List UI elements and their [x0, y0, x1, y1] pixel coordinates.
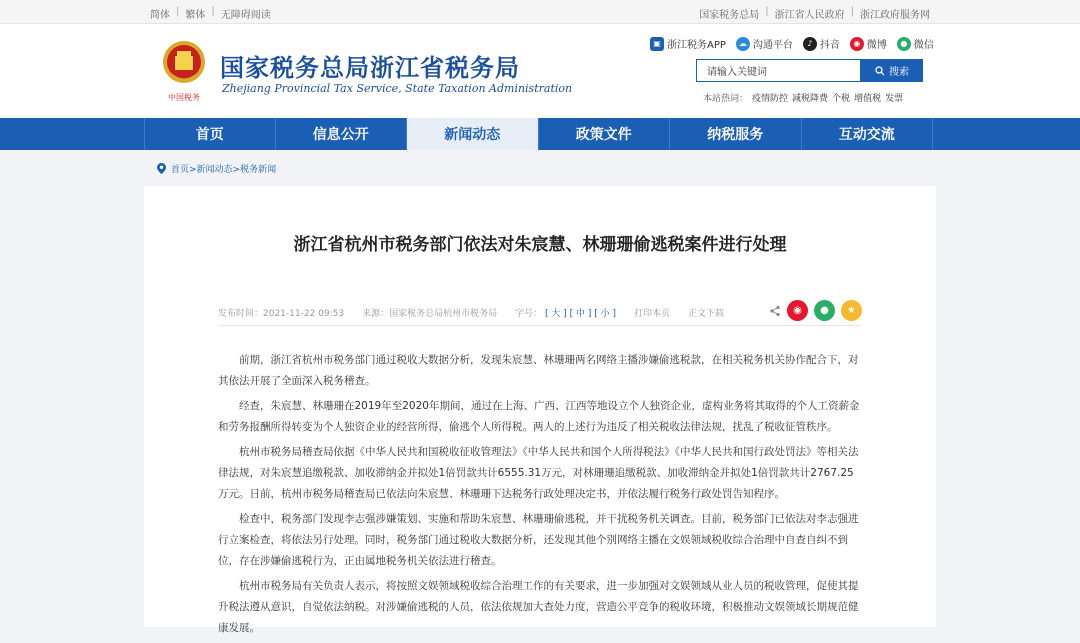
app-link-label: 浙江税务APP: [667, 40, 726, 51]
top-utility-bar: [0, 0, 1080, 24]
site-title[interactable]: 国家税务总局浙江省税务局: [220, 54, 520, 82]
font-size-label: 字号：: [515, 309, 543, 319]
article-meta: [218, 300, 862, 326]
search-button-label: 搜索: [889, 67, 909, 78]
article-panel: [144, 186, 936, 634]
font-size-control: [515, 306, 616, 319]
weibo-icon: ◉: [850, 37, 864, 51]
font-size-large[interactable]: [ 大 ]: [545, 309, 567, 319]
weibo-share-icon[interactable]: ◉: [787, 300, 808, 321]
nav-tax-service[interactable]: 纳税服务: [670, 118, 802, 150]
douyin-link[interactable]: [803, 36, 840, 51]
article-paragraph: 杭州市税务局稽查局依据《中华人民共和国税收征收管理法》《中华人民共和国个人所得税法》《中华人民共和国行政处罚法》等相关法律法规，对朱宸慧追缴税款、加收滞纳金并拟处1倍罚款共计6555.31万元，对林珊珊追缴税款、加收滞纳金并拟处1倍罚款共计2767.25万元。日前，杭州市税务局稽查局已依法向朱宸慧、林珊珊下达税务行政处理决定书，并依法履行税务行政处罚告知程序。: [218, 446, 859, 500]
zhejiang-service-link[interactable]: 浙江政府服务网: [860, 10, 930, 21]
separator: |: [765, 6, 769, 17]
article-title: 浙江省杭州市税务部门依法对朱宸慧、林珊珊偷逃税案件进行处理: [293, 235, 787, 255]
search-button[interactable]: [861, 59, 923, 82]
download-link[interactable]: 正文下载: [688, 309, 725, 319]
separator: |: [176, 6, 180, 17]
accessibility-link[interactable]: 无障碍阅读: [220, 10, 271, 21]
weibo-link[interactable]: [850, 36, 887, 51]
share-icon[interactable]: [769, 305, 781, 317]
article-paragraph: 前期，浙江省杭州市税务部门通过税收大数据分析，发现朱宸慧、林珊珊两名网络主播涉嫌偷逃税款，在相关税务机关协作配合下，对其依法开展了全面深入税务稽查。: [218, 354, 859, 387]
wechat-share-icon[interactable]: ●: [814, 300, 835, 321]
cloud-icon: ☁: [736, 37, 750, 51]
traditional-chinese-link[interactable]: 繁体: [185, 10, 206, 21]
hot-word[interactable]: 疫情防控: [752, 94, 789, 104]
emblem-caption: 中国税务: [168, 93, 200, 102]
breadcrumb-path[interactable]: 首页>新闻动态>税务新闻: [171, 165, 277, 175]
article-paragraph: 杭州市税务局有关负责人表示，将按照文娱领域税收综合治理工作的有关要求，进一步加强对文娱领域从业人员的税收管理，促使其提升税法遵从意识，自觉依法纳税。对涉嫌偷逃税的人员，依法依规加大查处力度，营造公平竞争的税收环境，积极推动文娱领域长期规范健康发展。: [218, 580, 859, 634]
social-links: [650, 36, 934, 51]
print-link[interactable]: 打印本页: [634, 309, 671, 319]
tiktok-icon: ♪: [803, 37, 817, 51]
search-icon: [875, 66, 885, 76]
font-size-medium[interactable]: [ 中 ]: [569, 309, 592, 319]
platform-link-label: 沟通平台: [752, 40, 793, 51]
tax-emblem-logo[interactable]: [160, 36, 208, 106]
separator: |: [850, 6, 854, 17]
hot-words: [703, 91, 903, 104]
search-box: [696, 59, 923, 82]
zhejiang-gov-link[interactable]: 浙江省人民政府: [774, 10, 845, 21]
weibo-link-label: 微博: [866, 40, 887, 51]
nav-news[interactable]: 新闻动态: [407, 118, 539, 150]
simplified-chinese-link[interactable]: 简体: [150, 10, 170, 21]
site-title-en: Zhejiang Provincial Tax Service, State Taxation Administration: [222, 82, 573, 95]
wechat-icon: ●: [897, 37, 911, 51]
separator: |: [211, 6, 215, 17]
hot-word[interactable]: 增值税: [854, 94, 882, 104]
hot-word[interactable]: 发票: [885, 94, 904, 104]
nav-home[interactable]: 首页: [144, 118, 276, 150]
nav-interaction[interactable]: 互动交流: [802, 118, 934, 150]
article-body: [218, 350, 862, 643]
search-input[interactable]: [696, 59, 861, 82]
platform-link[interactable]: [736, 36, 793, 51]
article-paragraph: 经查，朱宸慧、林珊珊在2019年至2020年期间，通过在上海、广西、江西等地设立个人独资企业，虚构业务将其取得的个人工资薪金和劳务报酬所得转变为个人独资企业的经营所得，偷逃个人所得税。两人的上述行为违反了相关税收法律法规，扰乱了税收征管秩序。: [218, 400, 860, 433]
article-paragraph: 检查中，税务部门发现李志强涉嫌策划、实施和帮助朱宸慧、林珊珊偷逃税，并干扰税务机关调查。目前，税务部门已依法对李志强进行立案检查，将依法另行处理。同时，税务部门通过税收大数据分析，还发现其他个别网络主播在文娱领域税收综合治理中自查自纠不到位，存在涉嫌偷逃税行为，正由属地税务机关依法进行稽查。: [218, 513, 859, 567]
article-source: 来源：国家税务总局杭州市税务局: [362, 309, 498, 319]
app-icon: ▣: [650, 37, 664, 51]
location-pin-icon: [157, 163, 166, 174]
main-nav: [0, 118, 1080, 150]
nav-info-disclosure[interactable]: 信息公开: [276, 118, 408, 150]
douyin-link-label: 抖音: [819, 40, 840, 51]
site-header: [0, 24, 1080, 118]
hot-word[interactable]: 减税降费: [792, 94, 829, 104]
favorite-star-icon[interactable]: ★: [841, 300, 862, 321]
hot-word[interactable]: 个税: [832, 94, 851, 104]
nav-policy[interactable]: 政策文件: [539, 118, 671, 150]
breadcrumb: [157, 162, 276, 175]
share-bar: [769, 300, 862, 321]
hot-words-label: 本站热词：: [703, 94, 749, 104]
app-link[interactable]: [650, 36, 726, 51]
wechat-link-label: 微信: [913, 40, 934, 51]
font-size-small[interactable]: [ 小 ]: [594, 309, 617, 319]
wechat-link[interactable]: [897, 36, 934, 51]
sat-link[interactable]: 国家税务总局: [699, 10, 760, 21]
publish-time: 发布时间：2021-11-22 09:53: [218, 309, 345, 319]
